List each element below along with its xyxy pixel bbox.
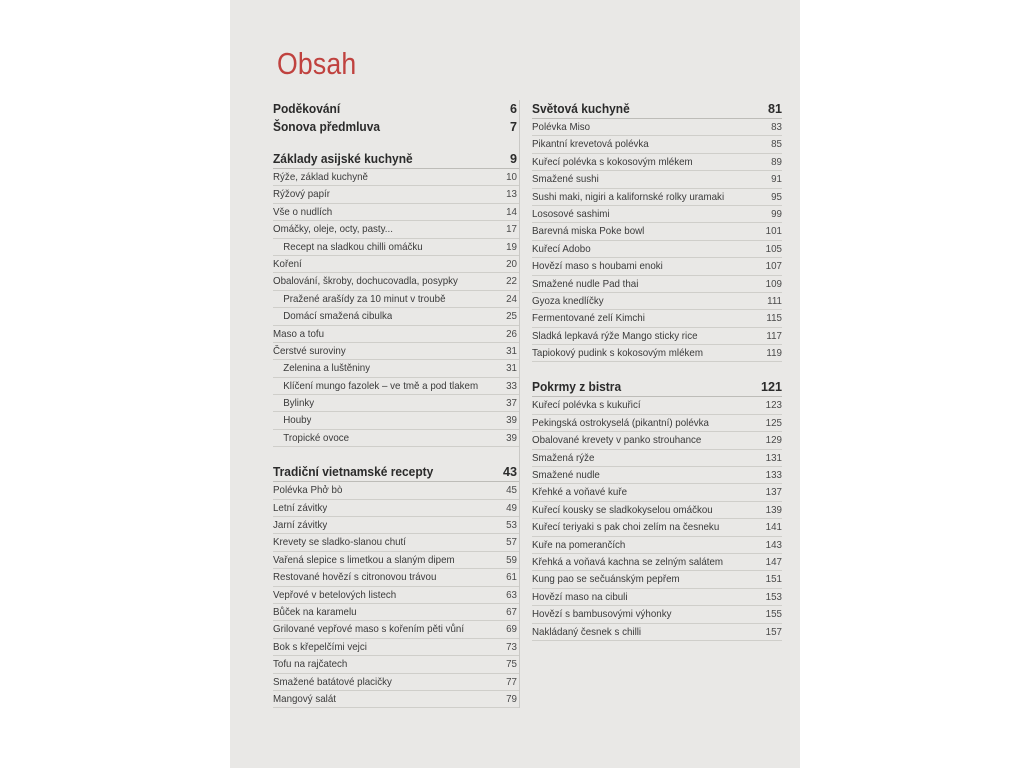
toc-entry xyxy=(273,639,519,656)
toc-entry xyxy=(273,273,519,290)
toc-entry xyxy=(532,571,782,588)
toc-entry xyxy=(273,587,519,604)
toc-entry-label: Bok s křepelčími vejci xyxy=(273,640,367,653)
toc-list-vietnamese xyxy=(273,482,519,708)
toc-entry-page: 83 xyxy=(771,122,782,133)
toc-entry-page: 143 xyxy=(765,539,782,551)
toc-entry-label: Pražené arašídy za 10 minut v troubě xyxy=(283,292,446,305)
toc-entry-label: Lososové sashimi xyxy=(532,207,610,220)
section-page: 9 xyxy=(509,152,517,166)
toc-entry-page: 49 xyxy=(506,502,517,514)
toc-entry-label: Tapiokový pudink s kokosovým mlékem xyxy=(532,347,703,360)
toc-entry xyxy=(532,537,782,554)
toc-entry-page: 125 xyxy=(765,417,782,429)
toc-entry-page: 13 xyxy=(506,189,517,201)
section-page: 43 xyxy=(502,465,517,480)
toc-entry-page: 17 xyxy=(506,224,517,236)
toc-entry xyxy=(532,206,782,223)
toc-entry-label: Pekingská ostrokyselá (pikantní) polévka xyxy=(532,416,709,429)
toc-entry xyxy=(532,276,782,293)
toc-column-right xyxy=(532,100,782,641)
toc-entry-label: Omáčky, oleje, octy, pasty... xyxy=(273,223,393,236)
toc-entry-page: 61 xyxy=(506,572,517,584)
toc-entry xyxy=(532,432,782,449)
toc-entry-label: Křehká a voňavá kachna se zelným salátem xyxy=(532,555,724,568)
toc-entry xyxy=(273,552,519,569)
section-label: Pokrmy z bistra xyxy=(532,380,622,395)
toc-entry-label: Fermentované zelí Kimchi xyxy=(532,312,645,325)
toc-section-acknowledgements xyxy=(273,100,519,118)
toc-entry-page: 31 xyxy=(506,363,517,375)
toc-entry-page: 151 xyxy=(765,574,782,586)
toc-entry xyxy=(532,415,782,432)
toc-section-vietnamese xyxy=(273,463,519,482)
toc-entry-label: Recept na sladkou chilli omáčku xyxy=(283,240,423,253)
toc-entry-label: Smažené batátové placičky xyxy=(273,675,392,688)
toc-entry-page: 105 xyxy=(765,243,782,255)
toc-entry-label: Rýže, základ kuchyně xyxy=(273,171,368,183)
toc-list-world xyxy=(532,119,782,362)
toc-entry-page: 26 xyxy=(506,328,517,340)
toc-entry xyxy=(532,624,782,641)
toc-entry-page: 101 xyxy=(765,226,782,238)
toc-entry-label: Houby xyxy=(283,414,312,427)
toc-entry-page: 33 xyxy=(506,380,517,392)
toc-entry-label: Hovězí maso s houbami enoki xyxy=(532,260,663,273)
toc-entry xyxy=(273,569,519,586)
toc-entry-label: Vařená slepice s limetkou a slaným dipem xyxy=(273,553,455,566)
toc-entry xyxy=(273,256,519,273)
toc-section-foreword xyxy=(273,118,519,136)
toc-entry-label: Kuřecí polévka s kukuřicí xyxy=(532,399,641,412)
toc-entry-label: Rýžový papír xyxy=(273,188,330,201)
toc-entry-page: 123 xyxy=(765,400,782,412)
toc-entry xyxy=(273,534,519,551)
toc-entry xyxy=(273,186,519,203)
toc-entry xyxy=(532,589,782,606)
toc-entry-page: 119 xyxy=(766,348,782,360)
toc-list-bistro xyxy=(532,397,782,640)
toc-entry-page: 37 xyxy=(506,398,517,410)
toc-entry-page: 63 xyxy=(506,589,517,601)
toc-entry-page: 79 xyxy=(506,693,517,705)
toc-entry-page: 89 xyxy=(771,156,782,168)
toc-entry-label: Smažená rýže xyxy=(532,451,595,464)
toc-entry xyxy=(532,345,782,362)
section-label: Základy asijské kuchyně xyxy=(273,152,413,166)
toc-entry-page: 99 xyxy=(771,208,782,220)
toc-section-bistro xyxy=(532,378,782,397)
toc-entry xyxy=(532,397,782,414)
toc-entry-page: 75 xyxy=(506,659,517,671)
toc-entry xyxy=(273,500,519,517)
book-page xyxy=(230,0,800,768)
toc-entry-label: Čerstvé suroviny xyxy=(273,344,346,357)
toc-entry-page: 85 xyxy=(771,139,782,151)
toc-entry-page: 117 xyxy=(766,330,782,342)
toc-entry-page: 107 xyxy=(765,261,782,273)
toc-entry xyxy=(532,554,782,571)
toc-entry-label: Kuřecí kousky se sladkokyselou omáčkou xyxy=(532,503,713,516)
toc-entry xyxy=(273,308,519,325)
toc-entry-page: 115 xyxy=(766,313,782,325)
toc-entry-page: 39 xyxy=(506,415,517,427)
toc-entry-page: 157 xyxy=(765,626,782,638)
toc-entry-page: 111 xyxy=(767,295,782,307)
toc-entry-label: Bylinky xyxy=(283,397,315,410)
toc-entry-label: Jarní závitky xyxy=(273,519,328,532)
section-label: Poděkování xyxy=(273,102,341,116)
section-label: Světová kuchyně xyxy=(532,102,630,116)
toc-entry xyxy=(273,326,519,343)
toc-entry-label: Smažené nudle xyxy=(532,469,600,482)
toc-entry xyxy=(532,606,782,623)
toc-entry xyxy=(273,169,519,186)
toc-entry-page: 14 xyxy=(506,206,517,218)
toc-entry-label: Vše o nudlích xyxy=(273,205,333,218)
toc-entry-label: Restované hovězí s citronovou trávou xyxy=(273,571,437,584)
toc-entry-page: 57 xyxy=(506,537,517,549)
toc-entry xyxy=(273,604,519,621)
toc-entry-label: Hovězí s bambusovými výhonky xyxy=(532,608,672,621)
toc-entry-label: Tofu na rajčatech xyxy=(273,658,348,671)
toc-entry xyxy=(273,674,519,691)
toc-entry-label: Gyoza knedlíčky xyxy=(532,294,604,307)
toc-entry xyxy=(273,656,519,673)
section-label: Šonova předmluva xyxy=(273,120,381,134)
toc-entry-page: 53 xyxy=(506,520,517,532)
toc-entry xyxy=(532,223,782,240)
toc-entry-label: Obalované krevety v panko strouhance xyxy=(532,434,702,447)
toc-entry-page: 19 xyxy=(506,241,517,253)
toc-entry-label: Kuřecí teriyaki s pak choi zelím na česneku xyxy=(532,521,720,534)
section-page: 6 xyxy=(509,102,517,116)
toc-entry-label: Barevná miska Poke bowl xyxy=(532,225,645,238)
toc-entry xyxy=(532,519,782,536)
toc-entry xyxy=(532,310,782,327)
toc-section-basics xyxy=(273,150,519,169)
toc-entry xyxy=(273,378,519,395)
page-title: Obsah xyxy=(277,46,357,81)
section-page: 7 xyxy=(509,120,517,134)
toc-entry-page: 24 xyxy=(506,293,517,305)
section-page: 81 xyxy=(767,102,782,116)
toc-entry-label: Krevety se sladko-slanou chutí xyxy=(273,536,406,549)
toc-entry xyxy=(273,239,519,256)
toc-entry xyxy=(532,467,782,484)
toc-entry-label: Smažené sushi xyxy=(532,173,599,186)
toc-entry xyxy=(273,395,519,412)
section-page: 121 xyxy=(760,380,782,395)
toc-entry-page: 147 xyxy=(765,556,782,568)
toc-entry-page: 39 xyxy=(506,432,517,444)
toc-entry-page: 45 xyxy=(506,485,517,497)
toc-entry xyxy=(532,293,782,310)
toc-entry-label: Pikantní krevetová polévka xyxy=(532,138,649,151)
toc-entry-label: Smažené nudle Pad thai xyxy=(532,277,639,290)
toc-entry xyxy=(532,328,782,345)
toc-entry-label: Tropické ovoce xyxy=(283,431,350,444)
toc-entry xyxy=(273,517,519,534)
toc-section-world xyxy=(532,100,782,119)
toc-entry-label: Sushi maki, nigiri a kalifornské rolky uramaki xyxy=(532,190,725,203)
toc-entry-label: Klíčení mungo fazolek – ve tmě a pod tlakem xyxy=(283,379,479,392)
toc-entry-page: 73 xyxy=(506,641,517,653)
toc-entry xyxy=(273,621,519,638)
toc-entry-page: 31 xyxy=(506,345,517,357)
toc-entry-page: 67 xyxy=(506,606,517,618)
toc-entry-page: 141 xyxy=(765,522,782,534)
section-label: Tradiční vietnamské recepty xyxy=(273,465,434,480)
toc-entry-page: 131 xyxy=(765,452,782,464)
toc-entry xyxy=(532,241,782,258)
toc-entry-page: 25 xyxy=(506,311,517,323)
toc-entry-page: 91 xyxy=(771,174,782,186)
toc-entry xyxy=(273,291,519,308)
toc-column-left xyxy=(273,100,520,708)
toc-entry-label: Kuřecí Adobo xyxy=(532,242,591,255)
toc-entry xyxy=(273,221,519,238)
toc-entry-label: Polévka Phở bò xyxy=(273,484,343,497)
toc-entry-page: 153 xyxy=(765,591,782,603)
toc-entry-label: Obalování, škroby, dochucovadla, posypky xyxy=(273,275,458,288)
toc-entry-page: 22 xyxy=(506,276,517,288)
toc-entry-page: 10 xyxy=(506,172,517,183)
toc-entry xyxy=(532,450,782,467)
toc-entry-page: 129 xyxy=(765,435,782,447)
toc-entry-label: Kuře na pomerančích xyxy=(532,538,626,551)
toc-entry-label: Maso a tofu xyxy=(273,327,325,340)
toc-entry-page: 139 xyxy=(765,504,782,516)
toc-entry xyxy=(532,136,782,153)
toc-entry xyxy=(532,484,782,501)
toc-entry-page: 59 xyxy=(506,554,517,566)
toc-entry-label: Mangový salát xyxy=(273,692,336,705)
toc-entry-label: Domácí smažená cibulka xyxy=(283,310,393,323)
toc-entry-page: 69 xyxy=(506,624,517,636)
toc-entry-label: Grilované vepřové maso s kořením pěti vůní xyxy=(273,623,465,636)
toc-entry-label: Nakládaný česnek s chilli xyxy=(532,625,642,638)
toc-entry-label: Křehké a voňavé kuře xyxy=(532,486,628,499)
toc-entry xyxy=(273,430,519,447)
toc-entry-label: Sladká lepkavá rýže Mango sticky rice xyxy=(532,329,698,342)
toc-entry-label: Vepřové v betelových listech xyxy=(273,588,397,601)
toc-entry-label: Koření xyxy=(273,257,302,270)
toc-entry xyxy=(273,204,519,221)
toc-entry-label: Bůček na karamelu xyxy=(273,605,357,618)
toc-entry xyxy=(532,502,782,519)
toc-entry xyxy=(273,691,519,708)
toc-entry-page: 137 xyxy=(765,487,782,499)
toc-entry-label: Hovězí maso na cibuli xyxy=(532,590,628,603)
toc-entry-label: Kuřecí polévka s kokosovým mlékem xyxy=(532,155,693,168)
toc-entry-page: 20 xyxy=(506,258,517,270)
toc-entry xyxy=(273,360,519,377)
toc-entry-page: 109 xyxy=(765,278,782,290)
toc-entry-label: Polévka Miso xyxy=(532,121,591,133)
toc-entry-label: Kung pao se sečuánským pepřem xyxy=(532,573,680,586)
toc-entry xyxy=(273,412,519,429)
toc-entry-page: 95 xyxy=(771,191,782,203)
toc-entry-page: 77 xyxy=(506,676,517,688)
toc-entry xyxy=(532,189,782,206)
toc-entry xyxy=(273,343,519,360)
toc-entry xyxy=(273,482,519,499)
toc-entry-page: 133 xyxy=(765,470,782,482)
toc-entry xyxy=(532,119,782,136)
toc-entry xyxy=(532,258,782,275)
toc-entry xyxy=(532,154,782,171)
toc-entry-page: 155 xyxy=(765,609,782,621)
toc-list-basics xyxy=(273,169,519,447)
toc-entry-label: Zelenina a luštěniny xyxy=(283,362,371,375)
toc-entry-label: Letní závitky xyxy=(273,501,328,514)
toc-entry xyxy=(532,171,782,188)
